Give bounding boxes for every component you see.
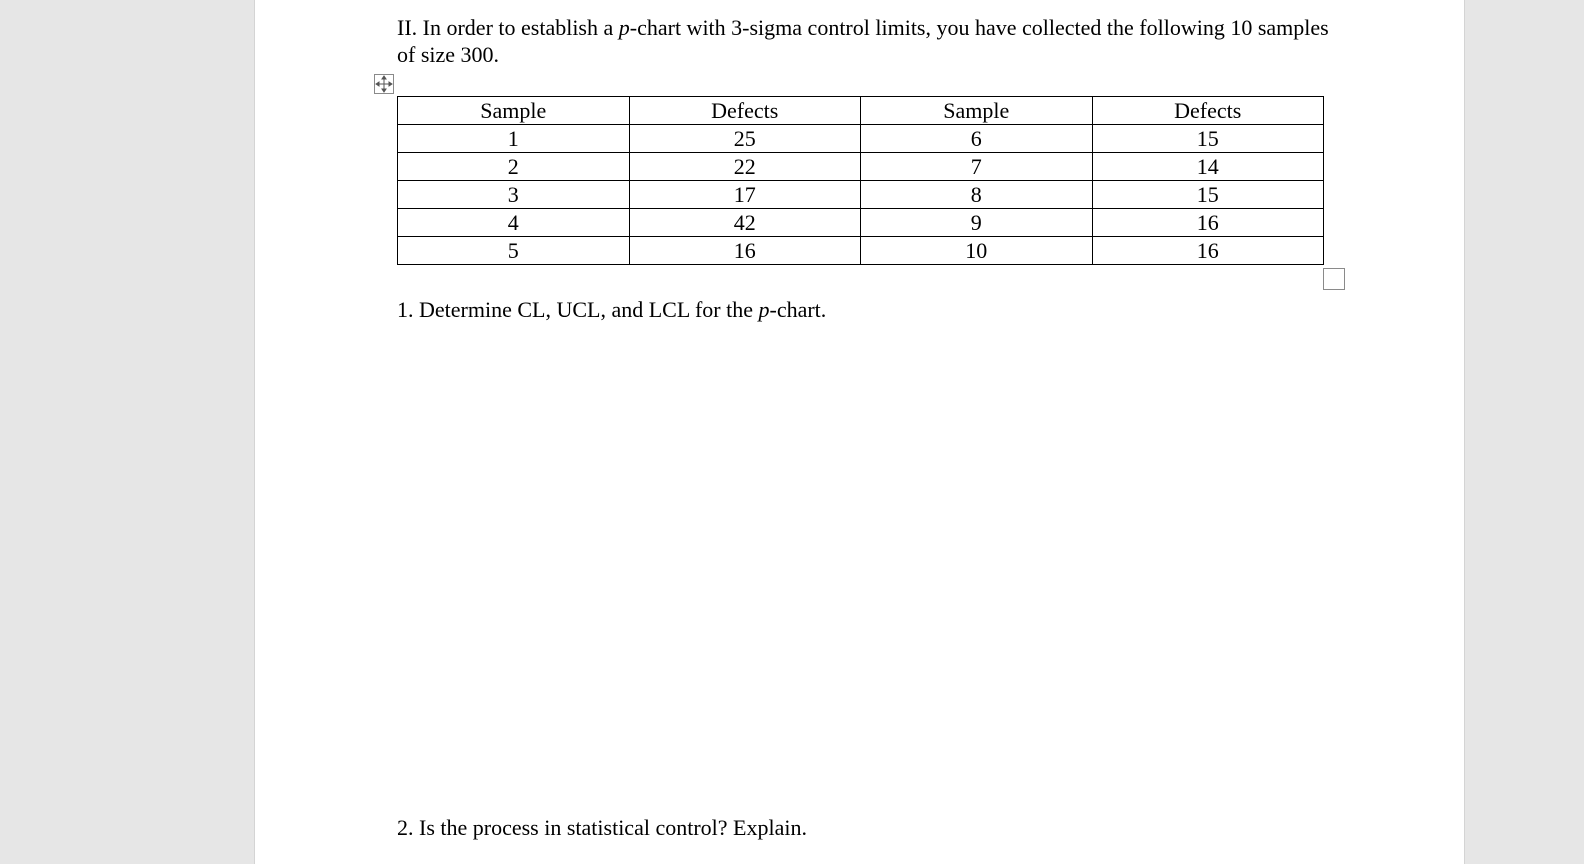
table-cell: 15	[1092, 125, 1324, 153]
table-cell: 17	[629, 181, 861, 209]
q1-prefix: 1. Determine CL, UCL, and LCL for the	[397, 297, 759, 322]
header-defects-2: Defects	[1092, 97, 1324, 125]
table-row	[398, 125, 1324, 153]
move-arrows-icon	[375, 75, 393, 93]
table-row	[398, 181, 1324, 209]
header-defects-1: Defects	[629, 97, 861, 125]
q1-p-italic: p	[758, 297, 770, 322]
table-resize-icon[interactable]	[1323, 268, 1345, 290]
table-cell: 16	[1092, 209, 1324, 237]
table-row	[398, 209, 1324, 237]
q1-suffix: -chart.	[769, 297, 827, 322]
table-cell: 2	[398, 153, 630, 181]
table-cell: 5	[398, 237, 630, 265]
intro-p-italic: p	[618, 15, 630, 40]
table-move-handle[interactable]	[374, 74, 394, 94]
header-sample-2: Sample	[861, 97, 1093, 125]
table-cell: 3	[398, 181, 630, 209]
table-cell: 10	[861, 237, 1093, 265]
table-row	[398, 153, 1324, 181]
table-cell: 6	[861, 125, 1093, 153]
table-cell: 9	[861, 209, 1093, 237]
header-sample-1: Sample	[398, 97, 630, 125]
intro-prefix: II. In order to establish a	[397, 15, 619, 40]
table-cell: 25	[629, 125, 861, 153]
table-cell: 42	[629, 209, 861, 237]
table-header-row	[398, 97, 1324, 125]
table-cell: 22	[629, 153, 861, 181]
table-cell: 7	[861, 153, 1093, 181]
table-cell: 15	[1092, 181, 1324, 209]
table-cell: 1	[398, 125, 630, 153]
table-cell: 14	[1092, 153, 1324, 181]
table-row	[398, 237, 1324, 265]
table-cell: 8	[861, 181, 1093, 209]
defects-table	[397, 96, 1324, 265]
table-cell: 4	[398, 209, 630, 237]
table-cell: 16	[1092, 237, 1324, 265]
problem-intro	[397, 14, 1337, 68]
question-2: 2. Is the process in statistical control? Explain.	[397, 815, 807, 840]
question-1	[397, 296, 826, 323]
table-cell: 16	[629, 237, 861, 265]
document-page	[254, 0, 1465, 864]
intro-suffix: -chart with 3-sigma control limits, you have collected the following 10 samples of size 300.	[397, 15, 1329, 67]
